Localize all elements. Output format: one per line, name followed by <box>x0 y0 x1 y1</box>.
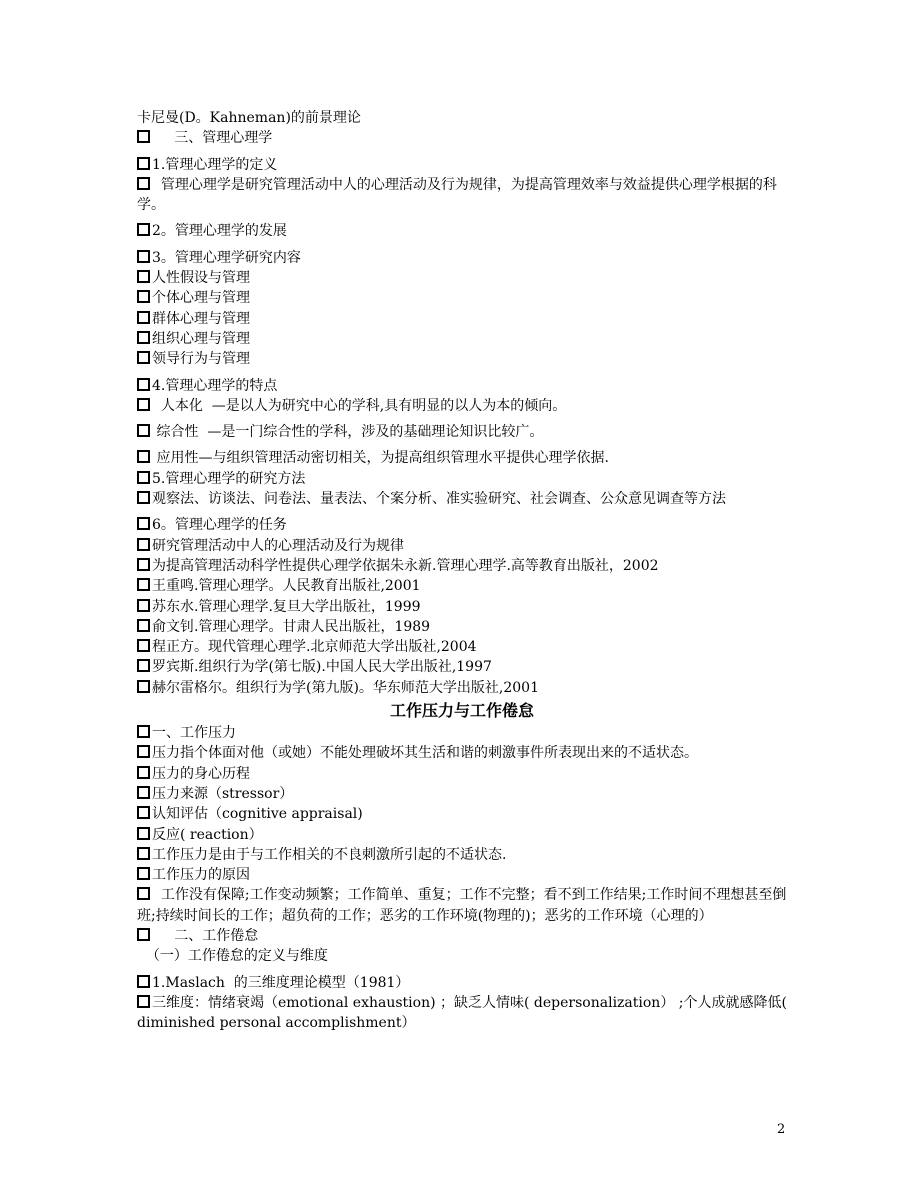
text-line <box>137 657 787 677</box>
line-text: 认知评估（cognitive appraisal) <box>152 806 363 823</box>
text-line <box>137 845 787 865</box>
text-line <box>137 329 787 349</box>
text-line <box>137 515 787 535</box>
text-line <box>137 885 787 926</box>
checkbox-square-icon <box>137 786 150 799</box>
text-line <box>137 993 792 1034</box>
text-line <box>137 108 787 128</box>
text-line <box>137 764 787 784</box>
text-line <box>137 678 787 698</box>
text-line <box>137 448 787 468</box>
line-text: 综合性 —是一门综合性的学科，涉及的基础理论知识比较广。 <box>152 424 544 441</box>
checkbox-square-icon <box>137 867 150 880</box>
text-line <box>137 723 787 743</box>
line-text: 3。管理心理学研究内容 <box>152 249 301 266</box>
checkbox-square-icon <box>137 995 150 1008</box>
line-text: 管理心理学是研究管理活动中人的心理活动及行为规律，为提高管理效率与效益提供心理学根据的科学。 <box>137 176 777 214</box>
line-text: 应用性—与组织管理活动密切相关，为提高组织管理水平提供心理学依据. <box>152 450 609 467</box>
line-text: 群体心理与管理 <box>152 310 250 327</box>
checkbox-square-icon <box>137 450 150 463</box>
text-line <box>137 396 787 416</box>
checkbox-square-icon <box>137 223 150 236</box>
text-line <box>137 617 787 637</box>
line-text: 三维度：情绪衰竭（emotional exhaustion) ；缺乏人情味( depersonalization） ;个人成就感降低( diminished personal accomplishment） <box>137 994 792 1032</box>
text-line <box>137 804 787 824</box>
page-number: 2 <box>777 1122 786 1137</box>
text-line <box>137 825 787 845</box>
checkbox-square-icon <box>137 250 150 263</box>
line-text: 2。管理心理学的发展 <box>152 223 287 240</box>
checkbox-square-icon <box>137 680 150 693</box>
checkbox-square-icon <box>137 766 150 779</box>
text-line <box>137 349 787 369</box>
line-text: 反应( reaction） <box>152 826 263 843</box>
checkbox-square-icon <box>137 928 150 941</box>
text-line <box>137 926 787 946</box>
line-text: 5.管理心理学的研究方法 <box>152 470 306 487</box>
line-text: 俞文钊.管理心理学。甘肃人民出版社，1989 <box>152 618 431 635</box>
text-line <box>137 865 787 885</box>
text-line <box>137 309 787 329</box>
checkbox-square-icon <box>137 378 150 391</box>
line-text: 一、工作压力 <box>152 725 236 742</box>
checkbox-square-icon <box>137 827 150 840</box>
checkbox-square-icon <box>137 351 150 364</box>
line-text: 程正方。现代管理心理学.北京师范大学出版社,2004 <box>152 639 477 656</box>
text-line <box>137 155 787 175</box>
checkbox-square-icon <box>137 847 150 860</box>
text-line <box>137 268 787 288</box>
text-line <box>137 221 787 241</box>
line-text: 压力指个体面对他（或她）不能处理破坏其生活和谐的刺激事件所表现出来的不适状态。 <box>152 745 698 762</box>
line-text: 人性假设与管理 <box>152 270 250 287</box>
checkbox-square-icon <box>137 619 150 632</box>
text-line <box>137 536 787 556</box>
line-text: 1.管理心理学的定义 <box>152 156 278 173</box>
checkbox-square-icon <box>137 745 150 758</box>
line-text: 赫尔雷格尔。组织行为学(第九版)。华东师范大学出版社,2001 <box>152 679 540 696</box>
line-text: 王重鸣.管理心理学。人民教育出版社,2001 <box>152 578 421 595</box>
line-text: 压力的身心历程 <box>152 765 250 782</box>
checkbox-square-icon <box>137 157 150 170</box>
checkbox-square-icon <box>137 659 150 672</box>
text-line <box>137 743 787 763</box>
text-line <box>137 973 787 993</box>
line-text: 领导行为与管理 <box>152 351 250 368</box>
checkbox-square-icon <box>137 578 150 591</box>
line-text: 组织心理与管理 <box>152 330 250 347</box>
checkbox-square-icon <box>137 290 150 303</box>
text-line <box>137 288 787 308</box>
checkbox-square-icon <box>137 806 150 819</box>
text-line <box>137 556 787 576</box>
text-line <box>137 597 787 617</box>
checkbox-square-icon <box>137 558 150 571</box>
document-page <box>137 108 792 1033</box>
text-line <box>137 489 787 509</box>
checkbox-square-icon <box>137 725 150 738</box>
checkbox-square-icon <box>137 177 150 190</box>
checkbox-square-icon <box>137 270 150 283</box>
text-line <box>137 422 787 442</box>
line-text: 工作没有保障;工作变动频繁；工作简单、重复；工作不完整；看不到工作结果;工作时间不理想甚至倒班;持续时间长的工作；超负荷的工作；恶劣的工作环境(物理的)；恶劣的工作环境（心理的） <box>137 887 787 924</box>
line-text: （一）工作倦怠的定义与维度 <box>137 948 328 965</box>
checkbox-square-icon <box>137 398 150 411</box>
line-text: 4.管理心理学的特点 <box>152 377 278 394</box>
checkbox-square-icon <box>137 639 150 652</box>
text-line <box>137 576 787 596</box>
section-heading <box>137 700 787 722</box>
line-text: 6。管理心理学的任务 <box>152 517 287 534</box>
text-line <box>137 376 787 396</box>
line-text: 工作压力的原因 <box>152 867 250 884</box>
line-text: 三、管理心理学 <box>152 130 273 147</box>
checkbox-square-icon <box>137 491 150 504</box>
checkbox-square-icon <box>137 975 150 988</box>
line-text: 人本化 —是以人为研究中心的学科,具有明显的以人为本的倾向。 <box>152 397 567 414</box>
line-text: 罗宾斯.组织行为学(第七版).中国人民大学出版社,1997 <box>152 659 492 676</box>
line-text: 工作压力是由于与工作相关的不良刺激所引起的不适状态. <box>152 846 507 863</box>
line-text: 个体心理与管理 <box>152 290 250 307</box>
checkbox-square-icon <box>137 538 150 551</box>
checkbox-square-icon <box>137 331 150 344</box>
heading-text: 工作压力与工作倦怠 <box>389 701 534 721</box>
line-text: 研究管理活动中人的心理活动及行为规律 <box>152 537 404 554</box>
text-line <box>137 128 787 148</box>
checkbox-square-icon <box>137 599 150 612</box>
line-text: 为提高管理活动科学性提供心理学依据朱永新.管理心理学.高等教育出版社，2002 <box>152 557 659 574</box>
text-line <box>137 248 787 268</box>
checkbox-square-icon <box>137 424 150 437</box>
line-text: 压力来源（stressor） <box>152 785 294 802</box>
checkbox-square-icon <box>137 471 150 484</box>
checkbox-square-icon <box>137 887 150 900</box>
line-text: 二、工作倦怠 <box>152 927 259 944</box>
text-line <box>137 946 787 966</box>
text-line <box>137 469 787 489</box>
line-text: 卡尼曼(D。Kahneman)的前景理论 <box>137 110 361 126</box>
text-line <box>137 637 787 657</box>
checkbox-square-icon <box>137 130 150 143</box>
checkbox-square-icon <box>137 311 150 324</box>
checkbox-square-icon <box>137 517 150 530</box>
line-text: 苏东水.管理心理学.复旦大学出版社，1999 <box>152 598 421 615</box>
line-text: 1.Maslach 的三维度理论模型（1981） <box>152 974 410 991</box>
text-line <box>137 175 787 216</box>
text-line <box>137 784 787 804</box>
line-text: 观察法、访谈法、问卷法、量表法、个案分析、准实验研究、社会调查、公众意见调查等方法 <box>152 491 726 508</box>
